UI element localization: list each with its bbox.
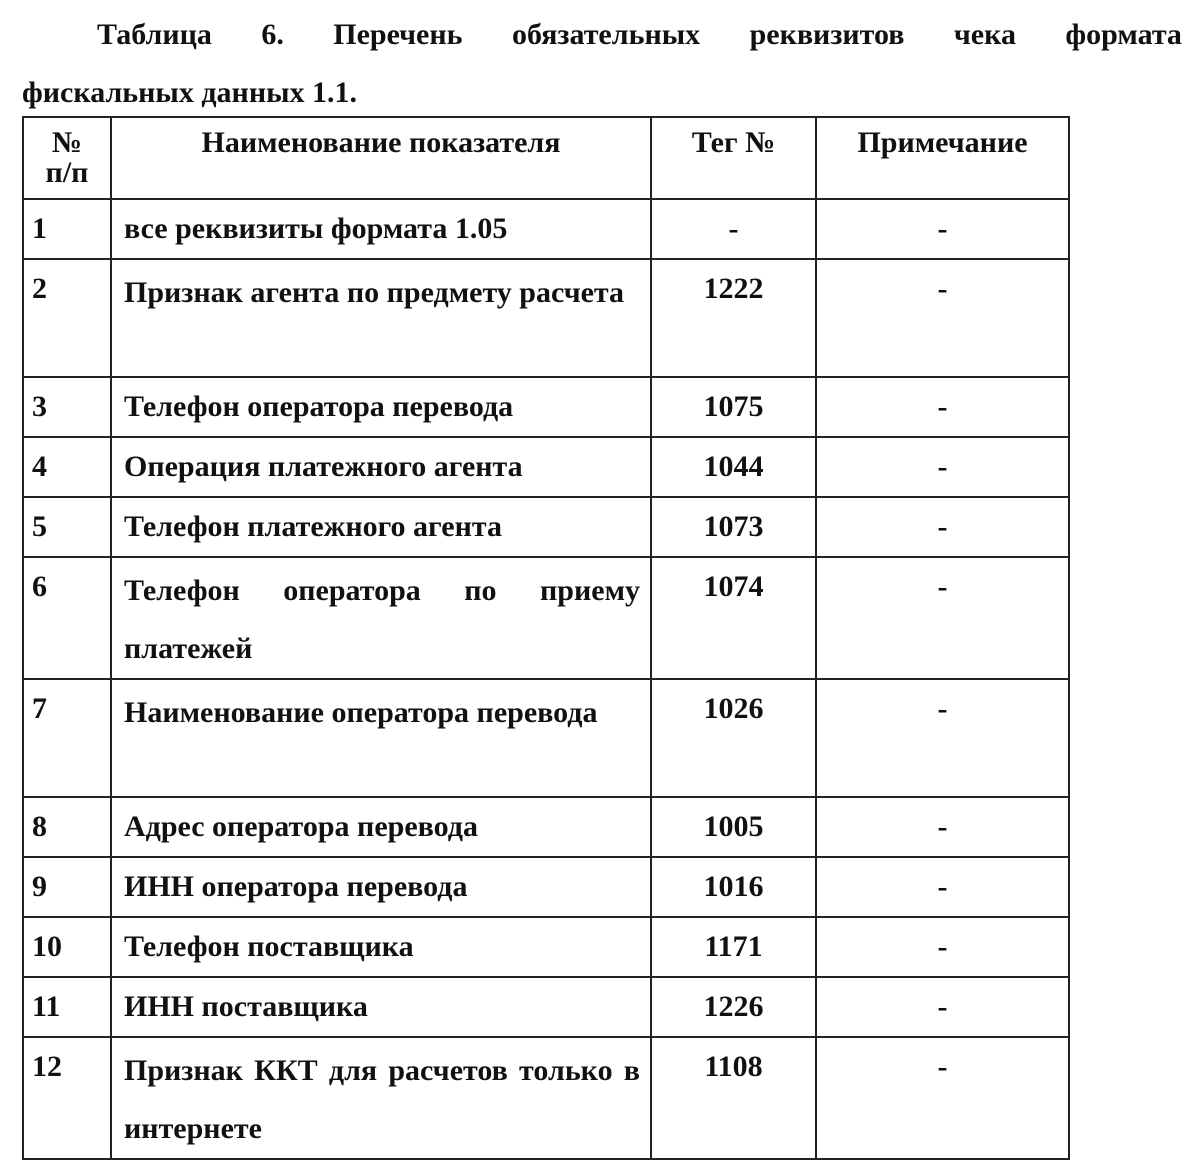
cell-name: ИНН оператора перевода bbox=[111, 857, 651, 917]
table-row bbox=[23, 497, 1069, 557]
cell-name: ИНН поставщика bbox=[111, 977, 651, 1037]
table-row bbox=[23, 857, 1069, 917]
cell-num: 2 bbox=[23, 259, 111, 377]
cell-num: 3 bbox=[23, 377, 111, 437]
header-tag: Тег № bbox=[651, 117, 816, 199]
cell-note: - bbox=[816, 1037, 1069, 1159]
cell-name: Адрес оператора перевода bbox=[111, 797, 651, 857]
table-row bbox=[23, 797, 1069, 857]
caption-word: реквизитов bbox=[749, 18, 905, 51]
cell-note: - bbox=[816, 917, 1069, 977]
cell-tag: 1016 bbox=[651, 857, 816, 917]
table-header-row bbox=[23, 117, 1069, 199]
cell-tag: 1171 bbox=[651, 917, 816, 977]
cell-tag: - bbox=[651, 199, 816, 259]
cell-note: - bbox=[816, 199, 1069, 259]
cell-tag: 1108 bbox=[651, 1037, 816, 1159]
cell-note: - bbox=[816, 977, 1069, 1037]
cell-note: - bbox=[816, 259, 1069, 377]
caption-line-1 bbox=[22, 6, 1182, 64]
table-row bbox=[23, 199, 1069, 259]
cell-tag: 1074 bbox=[651, 557, 816, 679]
cell-note: - bbox=[816, 437, 1069, 497]
cell-num: 10 bbox=[23, 917, 111, 977]
table-row bbox=[23, 557, 1069, 679]
table-row bbox=[23, 259, 1069, 377]
requisites-table bbox=[22, 116, 1070, 1160]
cell-name: все реквизиты формата 1.05 bbox=[111, 199, 651, 259]
caption-word: Таблица bbox=[97, 18, 212, 51]
cell-note: - bbox=[816, 857, 1069, 917]
cell-tag: 1226 bbox=[651, 977, 816, 1037]
cell-note: - bbox=[816, 497, 1069, 557]
cell-name: Признак агента по предмету расчета bbox=[111, 259, 651, 377]
cell-num: 1 bbox=[23, 199, 111, 259]
caption-word: Перечень bbox=[333, 18, 463, 51]
cell-note: - bbox=[816, 377, 1069, 437]
cell-note: - bbox=[816, 557, 1069, 679]
header-note: Примечание bbox=[816, 117, 1069, 199]
table-row bbox=[23, 437, 1069, 497]
table-row bbox=[23, 679, 1069, 797]
cell-tag: 1005 bbox=[651, 797, 816, 857]
table-row bbox=[23, 377, 1069, 437]
cell-tag: 1075 bbox=[651, 377, 816, 437]
cell-name: Операция платежного агента bbox=[111, 437, 651, 497]
cell-name: Признак ККТ для расчетов только в интернете bbox=[111, 1037, 651, 1159]
cell-name: Телефон платежного агента bbox=[111, 497, 651, 557]
cell-num: 8 bbox=[23, 797, 111, 857]
cell-tag: 1222 bbox=[651, 259, 816, 377]
header-num bbox=[23, 117, 111, 199]
table-body bbox=[23, 199, 1069, 1159]
header-name: Наименование показателя bbox=[111, 117, 651, 199]
cell-tag: 1073 bbox=[651, 497, 816, 557]
caption-word: 6. bbox=[261, 18, 284, 51]
table-row bbox=[23, 977, 1069, 1037]
caption-word: формата bbox=[1065, 18, 1182, 51]
cell-tag: 1026 bbox=[651, 679, 816, 797]
table-row bbox=[23, 917, 1069, 977]
cell-name: Наименование оператора перевода bbox=[111, 679, 651, 797]
table-row bbox=[23, 1037, 1069, 1159]
cell-num: 6 bbox=[23, 557, 111, 679]
cell-name: Телефон поставщика bbox=[111, 917, 651, 977]
cell-note: - bbox=[816, 679, 1069, 797]
cell-num: 12 bbox=[23, 1037, 111, 1159]
header-num-label: № п/п bbox=[45, 126, 89, 189]
cell-num: 11 bbox=[23, 977, 111, 1037]
caption-word: обязательных bbox=[511, 18, 701, 51]
cell-num: 7 bbox=[23, 679, 111, 797]
cell-name: Телефон оператора по приему платежей bbox=[111, 557, 651, 679]
cell-note: - bbox=[816, 797, 1069, 857]
cell-num: 4 bbox=[23, 437, 111, 497]
cell-num: 9 bbox=[23, 857, 111, 917]
cell-num: 5 bbox=[23, 497, 111, 557]
caption-word: чека bbox=[953, 18, 1016, 51]
table-caption bbox=[22, 6, 1182, 122]
cell-name: Телефон оператора перевода bbox=[111, 377, 651, 437]
cell-tag: 1044 bbox=[651, 437, 816, 497]
caption-line-2: фискальных данных 1.1. bbox=[22, 76, 358, 109]
